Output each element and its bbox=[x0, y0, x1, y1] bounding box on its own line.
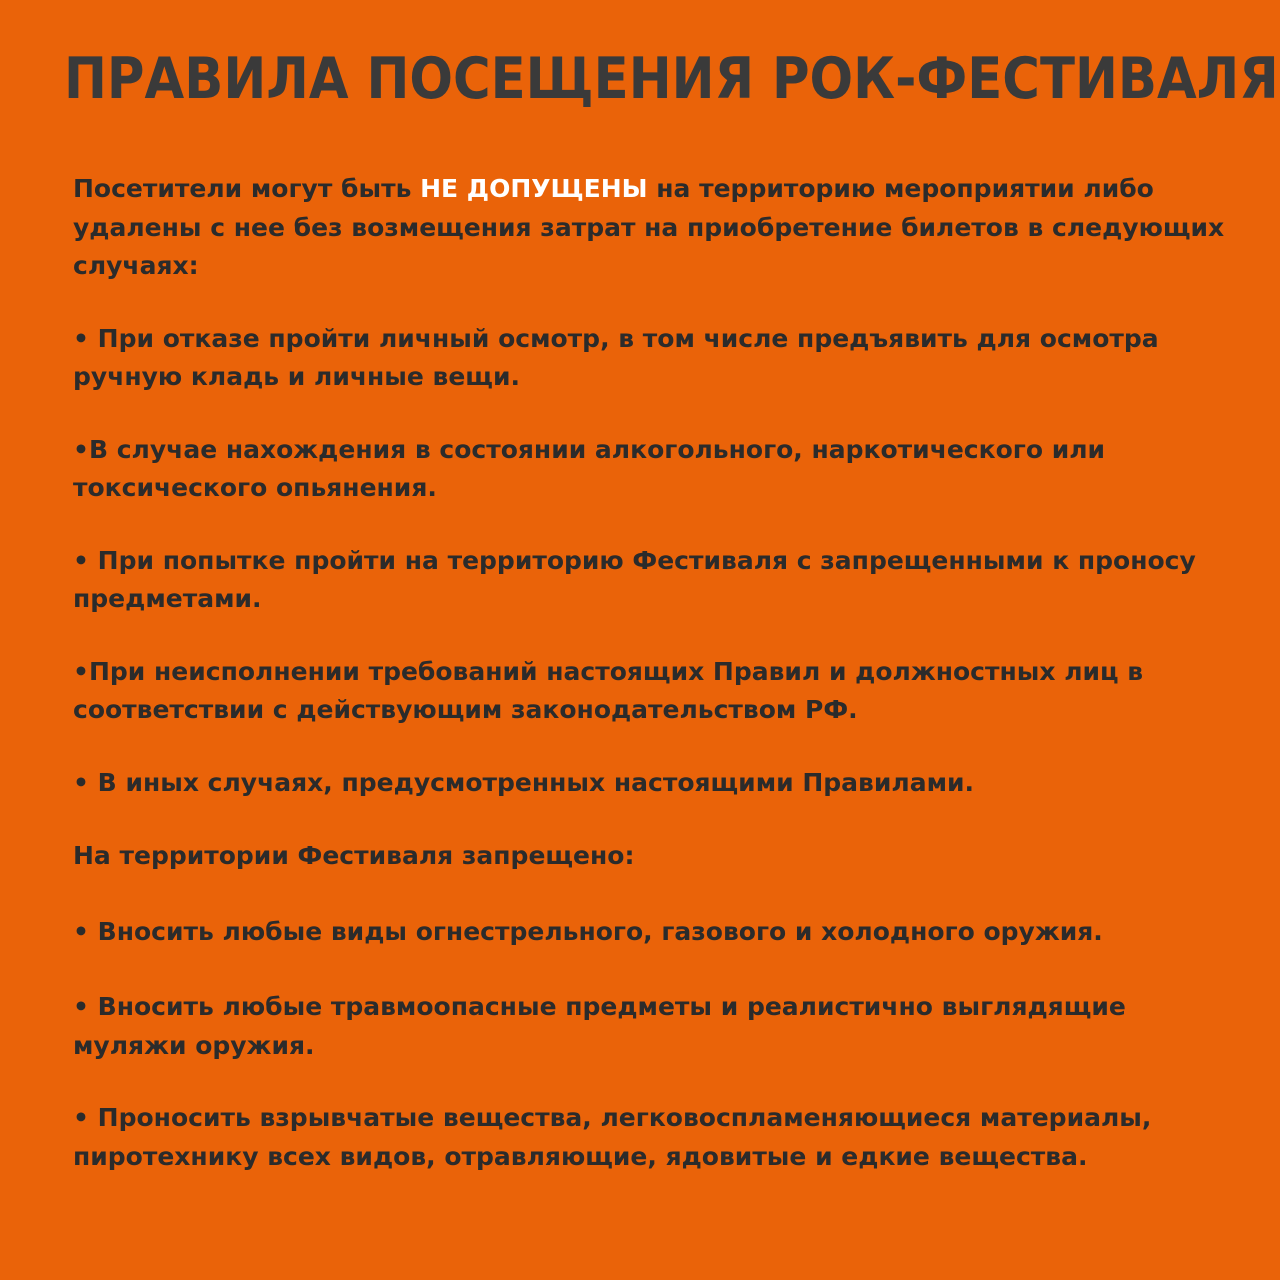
admission-rule-item: •В случае нахождения в состоянии алкогольного, наркотического или токсического опьянения. bbox=[73, 434, 1106, 502]
intro-text-before: Посетители могут быть bbox=[73, 174, 421, 203]
rules-content bbox=[73, 170, 1233, 1176]
intro-text-after: на территорию мероприятии либо удалены с нее без возмещения затрат на приобретение билетов в следующих случаях: bbox=[73, 174, 1225, 280]
prohibited-item: • Вносить любые травмоопасные предметы и реалистично выглядящие муляжи оружия. bbox=[73, 992, 1126, 1060]
admission-rule-item: •При неисполнении требований настоящих Правил и должностных лиц в соответствии с действующим законодательством РФ. bbox=[73, 656, 1144, 724]
admission-rule-item: • При попытке пройти на территорию Фестиваля с запрещенными к проносу предметами. bbox=[73, 545, 1196, 613]
prohibited-heading: На территории Фестиваля запрещено: bbox=[73, 841, 635, 870]
page-title: ПРАВИЛА ПОСЕЩЕНИЯ РОК-ФЕСТИВАЛЯ bbox=[64, 46, 1279, 112]
intro-paragraph bbox=[73, 170, 1233, 286]
prohibited-item: • Вносить любые виды огнестрельного, газового и холодного оружия. bbox=[73, 916, 1103, 946]
admission-rule-item: • При отказе пройти личный осмотр, в том числе предъявить для осмотра ручную кладь и личные вещи. bbox=[73, 323, 1159, 391]
intro-highlight: НЕ ДОПУЩЕНЫ bbox=[420, 174, 648, 203]
prohibited-item: • Проносить взрывчатые вещества, легковоспламеняющиеся материалы, пиротехнику всех видов, отравляющие, ядовитые и едкие вещества. bbox=[73, 1103, 1152, 1171]
admission-rule-item: • В иных случаях, предусмотренных настоящими Правилами. bbox=[73, 767, 975, 797]
